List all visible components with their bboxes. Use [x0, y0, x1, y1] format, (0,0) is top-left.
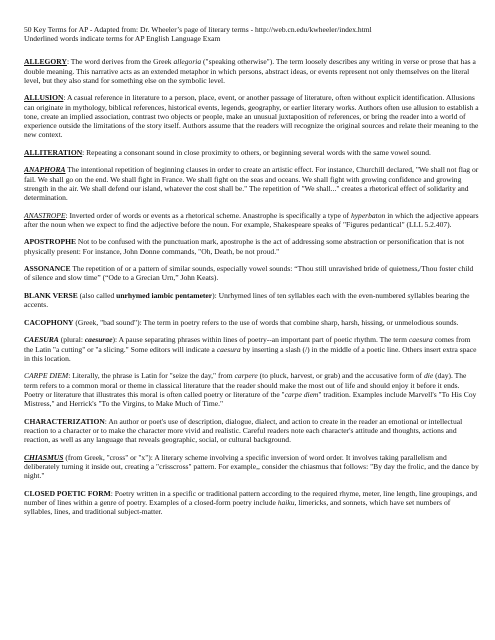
definition-italic: hyperbaton	[350, 210, 386, 220]
definition-italic: allegoria	[173, 57, 202, 67]
definition-text: " tradition. Examples include Marvell's "To His Coy Mistress," and Herrick's "To the Virgins, to Make Much of Time."	[24, 389, 477, 408]
term-alliteration: ALLITERATION	[24, 147, 83, 157]
term-characterization: CHARACTERIZATION	[24, 416, 105, 426]
term-caesura: CAESURA	[24, 335, 59, 345]
term-apostrophe: APOSTROPHE	[24, 237, 76, 247]
definition-text: : An author or poet's use of description, dialogue, dialect, and action to create in the reader an emotional or intellectual reaction to a character or to make the character more vivid and realistic. Careful readers note each character's attitude and thoughts, actions and reaction, as well as any language that reveals geographic, social, or cultural background.	[24, 416, 463, 444]
definition-italic: haiku	[277, 497, 295, 507]
definition-text: (plural:	[58, 335, 85, 345]
definition-text: : Repeating a consonant sound in close proximity to others, or beginning several words with the same vowel sound.	[82, 147, 431, 157]
definition-text: Not to be confused with the punctuation mark, apostrophe is the act of addressing some abstraction or personification that is not physically present: For instance, John Donne commands, "Oh, Death, be not proud."	[24, 237, 465, 256]
definition-text: ): Unrhymed lines of ten syllables each with the even-numbered syllables bearing the accents.	[24, 291, 470, 310]
entry-anastrope	[24, 211, 480, 229]
term-cacophony: CACOPHONY	[24, 317, 74, 327]
definition-bold: unrhymed iambic pentameter	[116, 291, 213, 300]
definition-text: (also called	[77, 291, 117, 300]
definition-text: comes from the Latin "a cutting" or "a slicing." Some editors will indicate a	[24, 335, 471, 354]
document-page	[24, 25, 480, 525]
definition-bold-italic: caesurae	[84, 335, 113, 345]
entry-caesura	[24, 335, 480, 363]
term-closed-poetic-form: CLOSED POETIC FORM	[24, 488, 111, 498]
entry-blank-verse	[24, 291, 480, 309]
definition-text: : The word derives from the Greek	[66, 57, 174, 67]
definition-italic: die	[423, 371, 434, 381]
definition-text: The intentional repetition of beginning clauses in order to create an artistic effect. For instance, Churchill declared, "We shall not flag or fail. We shall go on the end. We shall fight in France. We shall fight on the seas and oceans. We shall fight with growing confidence and growing strength in the air. We shall defend our island, whatever the cost shall be." The repetition of "We shall..." creates a rhetorical effect of solidarity and determination.	[24, 165, 479, 203]
term-chiasmus: CHIASMUS	[24, 452, 64, 462]
definition-text: : Inverted order of words or events as a rhetorical scheme. Anastrophe is specifically a type of	[65, 210, 351, 220]
definition-text: (Greek, "bad sound"): The term in poetry refers to the use of words that combine sharp, harsh, hissing, or unmelodious sounds.	[73, 317, 459, 327]
definition-text: The repetition of or a pattern of similar sounds, especially vowel sounds: “Thou still unravished bride of quietness,/Thou foster child of silence and slow time” (“Ode to a Grecian Urn,” John Keats).	[24, 264, 474, 283]
document-source-line: 50 Key Terms for AP - Adapted from: Dr. Wheeler’s page of literary terms - http://web.cn.edu/kwheeler/index.html	[24, 25, 372, 34]
entry-chiasmus	[24, 453, 480, 481]
definition-text: (from Greek, "cross" or "x"): A literary scheme involving a specific inversion of word order. It involves taking parallelism and deliberately turning it inside out, creating a "crisscross" pattern. For example,, consider the chiasmus that follows: "By day the frolic, and the dance by night."	[24, 452, 479, 480]
entry-carpe-diem	[24, 371, 480, 408]
definition-text: ): A pause separating phrases within lines of poetry--an important part of poetic rhythm. The term	[112, 335, 409, 345]
term-carpe-diem: CARPE DIEM	[24, 371, 69, 381]
entry-allusion	[24, 93, 480, 139]
term-assonance: ASSONANCE	[24, 264, 71, 274]
definition-text: : Literally, the phrase is Latin for "seize the day," from	[68, 371, 235, 381]
definition-text: : Poetry written in a specific or traditional pattern according to the required rhyme, meter, line length, line groupings, and number of lines within a genre of poetry. Examples of a closed-form poetry include	[24, 488, 478, 507]
document-note-line: Underlined words indicate terms for AP English Language Exam	[24, 34, 221, 44]
definition-text: in which the adjective appears after the noun when we expect to find the adjective before the noun. For example, Shakespeare speaks of "Figures pedantical" (LLL 5.2.407).	[24, 210, 479, 229]
definition-text: (to pluck, harvest, or grab) and the accusative form of	[257, 371, 424, 381]
definition-italic: carpe diem	[284, 389, 319, 399]
definition-text: by inserting a slash (/) in the middle of a poetic line. Others insert extra space in this location.	[24, 344, 477, 363]
definition-text: (day). The term refers to a common moral or theme in classical literature that the reader should make the most out of life and should enjoy it before it ends. Poetry or literature that illustrates this moral is often called poetry or literature of the "	[24, 371, 467, 399]
definition-text: , limericks, and sonnets, which have set numbers of syllables, lines, and traditional subject-matter.	[24, 497, 451, 516]
entry-closed-poetic-form	[24, 489, 480, 517]
entry-cacophony	[24, 318, 480, 327]
definition-italic: carpere	[234, 371, 258, 381]
definition-italic: caesura	[408, 335, 433, 345]
entry-anaphora	[24, 165, 480, 202]
entry-alliteration	[24, 148, 480, 157]
entry-apostrophe	[24, 237, 480, 255]
definition-italic: caesura	[216, 344, 241, 354]
term-blank-verse: BLANK VERSE	[24, 291, 78, 300]
definition-text: ("speaking otherwise"). The term loosely describes any writing in verse or prose that has a double meaning. This narrative acts as an extended metaphor in which persons, abstract ideas, or events represent not only themselves on the literal level, but they also stand for something else on the symbolic level.	[24, 57, 476, 85]
entry-allegory	[24, 57, 480, 85]
definition-text: : A casual reference in literature to a person, place, event, or another passage of literature, often without explicit identification. Allusions can originate in mythology, biblical references, historical events, legends, geography, or earlier literary works. Authors often use allusion to establish a tone, create an implied association, contrast two objects or people, make an unusual juxtaposition of references, or bring the reader into a world of experience outside the limitations of the story itself. Authors assume that the readers will recognize the original sources and relate their meaning to the new context.	[24, 93, 479, 140]
term-anaphora: ANAPHORA	[24, 165, 66, 175]
entry-characterization	[24, 417, 480, 445]
term-allusion: ALLUSION	[24, 93, 64, 103]
term-anastrope: ANASTROPE	[24, 210, 66, 220]
term-allegory: ALLEGORY	[24, 57, 67, 67]
entry-assonance	[24, 264, 480, 282]
